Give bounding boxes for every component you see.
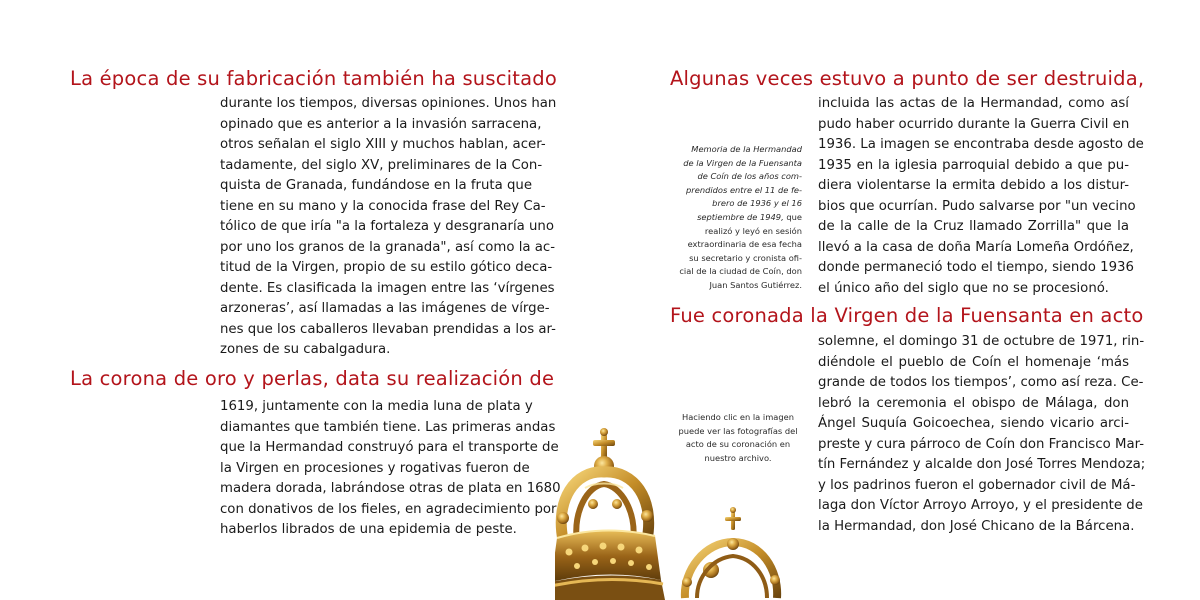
text-line: grande de todos los tiempos’, como así reza. Ce- (818, 375, 1144, 390)
text-line: dente. Es clasificada la imagen entre las ‘vírgenes (220, 280, 555, 296)
text-line: nes que los caballeros llevaban prendidas a los ar- (220, 321, 556, 337)
text-line: pudo haber ocurrido durante la Guerra Civil en (818, 116, 1130, 132)
text-line: Ángel Suquía Goicoechea, siendo vicario arci- (818, 416, 1129, 431)
paragraph-fue-coronada (818, 332, 1146, 537)
text-line: tín Fernández y alcalde don José Torres Mendoza; (818, 457, 1146, 472)
text-line: tólico de que iría "a la fortaleza y desgranaría uno (220, 219, 554, 234)
text-line: con donativos de los fieles, en agradecimiento por (220, 501, 557, 517)
text-line: laga don Víctor Arroyo Arroyo, y el presidente de (818, 498, 1143, 513)
heading-corona-oro-perlas: La corona de oro y perlas, data su realización de (70, 367, 555, 390)
caption-line: su secretario y cronista ofi- (689, 252, 802, 263)
text-line: durante los tiempos, diversas opiniones. Unos han (220, 96, 557, 111)
text-line: 1935 en la iglesia parroquial debido a que pu- (818, 157, 1129, 173)
caption-line: de la Virgen de la Fuensanta (683, 157, 802, 168)
caption-line: puede ver las fotografías del (678, 425, 798, 436)
caption-italic-fragment: septiembre de 1949, (697, 211, 784, 222)
text-line: madera dorada, labrándose otras de plata en 1680 (220, 481, 561, 496)
text-line: de la calle de la Cruz llamado Zorrilla" que la (818, 219, 1129, 234)
text-line: zones de su cabalgadura. (220, 342, 391, 357)
text-line: lebró la ceremonia el obispo de Málaga, don (818, 395, 1129, 411)
text-line: arzoneras’, así llamadas a las imágenes de vírge- (220, 301, 550, 316)
text-line: el único año del siglo que no se procesionó. (818, 280, 1109, 296)
caption-line: Memoria de la Hermandad (691, 144, 802, 154)
caption-line: prendidos entre el 11 de fe- (686, 184, 802, 195)
text-line: por uno los granos de la granada", así como la ac- (220, 239, 556, 255)
text-line: la Virgen en procesiones y rogativas fueron de (220, 460, 530, 476)
text-line: haberlos librados de una epidemia de peste. (220, 522, 517, 537)
caption-line: nuestro archivo. (704, 452, 772, 463)
text-line: donde permaneció todo el tiempo, siendo 1936 (818, 260, 1134, 275)
caption-line: brero de 1936 y el 16 (712, 198, 802, 209)
caption-line: cial de la ciudad de Coín, don (679, 266, 802, 277)
text-line: bios que ocurrían. Pudo salvarse por "un vecino (818, 198, 1136, 214)
caption-line: extraordinaria de esa fecha (687, 239, 802, 250)
text-line: 1619, juntamente con la media luna de plata y (220, 399, 533, 414)
large-crown-icon (555, 428, 665, 600)
text-line: 1936. La imagen se encontraba desde agosto de (818, 137, 1144, 152)
text-line: otros señalan el siglo XIII y muchos hablan, acer- (220, 137, 546, 152)
small-crown-icon (682, 507, 780, 598)
caption-line: acto de su coronación en (685, 439, 791, 450)
text-line: y los padrinos fueron el gobernador civil de Má- (818, 477, 1136, 493)
text-line: diera violentarse la ermita debido a los distur- (818, 178, 1129, 193)
text-line: diamantes que también tiene. Las primeras andas (220, 419, 556, 435)
heading-fue-coronada: Fue coronada la Virgen de la Fuensanta en acto (670, 304, 1144, 327)
caption-line (652, 211, 802, 225)
text-line: llevó a la casa de doña María Lomeña Ordóñez, (818, 239, 1134, 255)
heading-epoca-fabricacion: La época de su fabricación también ha suscitado (70, 67, 557, 90)
caption-normal-fragment: que (783, 211, 802, 222)
caption-line: de Coín de los años com- (697, 171, 802, 182)
caption-line: realizó y leyó en sesión (704, 225, 802, 236)
text-line: diéndole el pueblo de Coín el homenaje ‘más (818, 354, 1129, 370)
text-line: la Hermandad, don José Chicano de la Bárcena. (818, 518, 1135, 534)
heading-a-punto-destruida: Algunas veces estuvo a punto de ser destruida, (670, 67, 1145, 90)
text-line: que la Hermandad construyó para el transporte de (220, 440, 559, 455)
text-line: opinado que es anterior a la invasión sarracena, (220, 116, 542, 132)
paragraph-a-punto-destruida (818, 94, 1144, 299)
caption-line: Haciendo clic en la imagen (681, 412, 795, 422)
caption-line: Juan Santos Gutiérrez. (709, 279, 802, 290)
text-line: quista de Granada, fundándose en la fruta que (220, 178, 533, 193)
paragraph-corona-oro-perlas (220, 397, 561, 541)
caption-memoria-hermandad (652, 143, 802, 293)
text-line: preste y cura párroco de Coín don Francisco Mar- (818, 436, 1145, 452)
crown-photo-link[interactable] (555, 420, 785, 600)
text-line: incluida las actas de la Hermandad, como así (818, 96, 1129, 111)
text-line: titud de la Virgen, propio de su estilo gótico deca- (220, 260, 553, 275)
text-line: tadamente, del siglo XV, preliminares de la Con- (220, 157, 543, 173)
paragraph-epoca-fabricacion (220, 94, 557, 361)
text-line: tiene en su mano y la conocida frase del Rey Ca- (220, 198, 546, 214)
text-line: solemne, el domingo 31 de octubre de 1971, rin- (818, 334, 1145, 349)
